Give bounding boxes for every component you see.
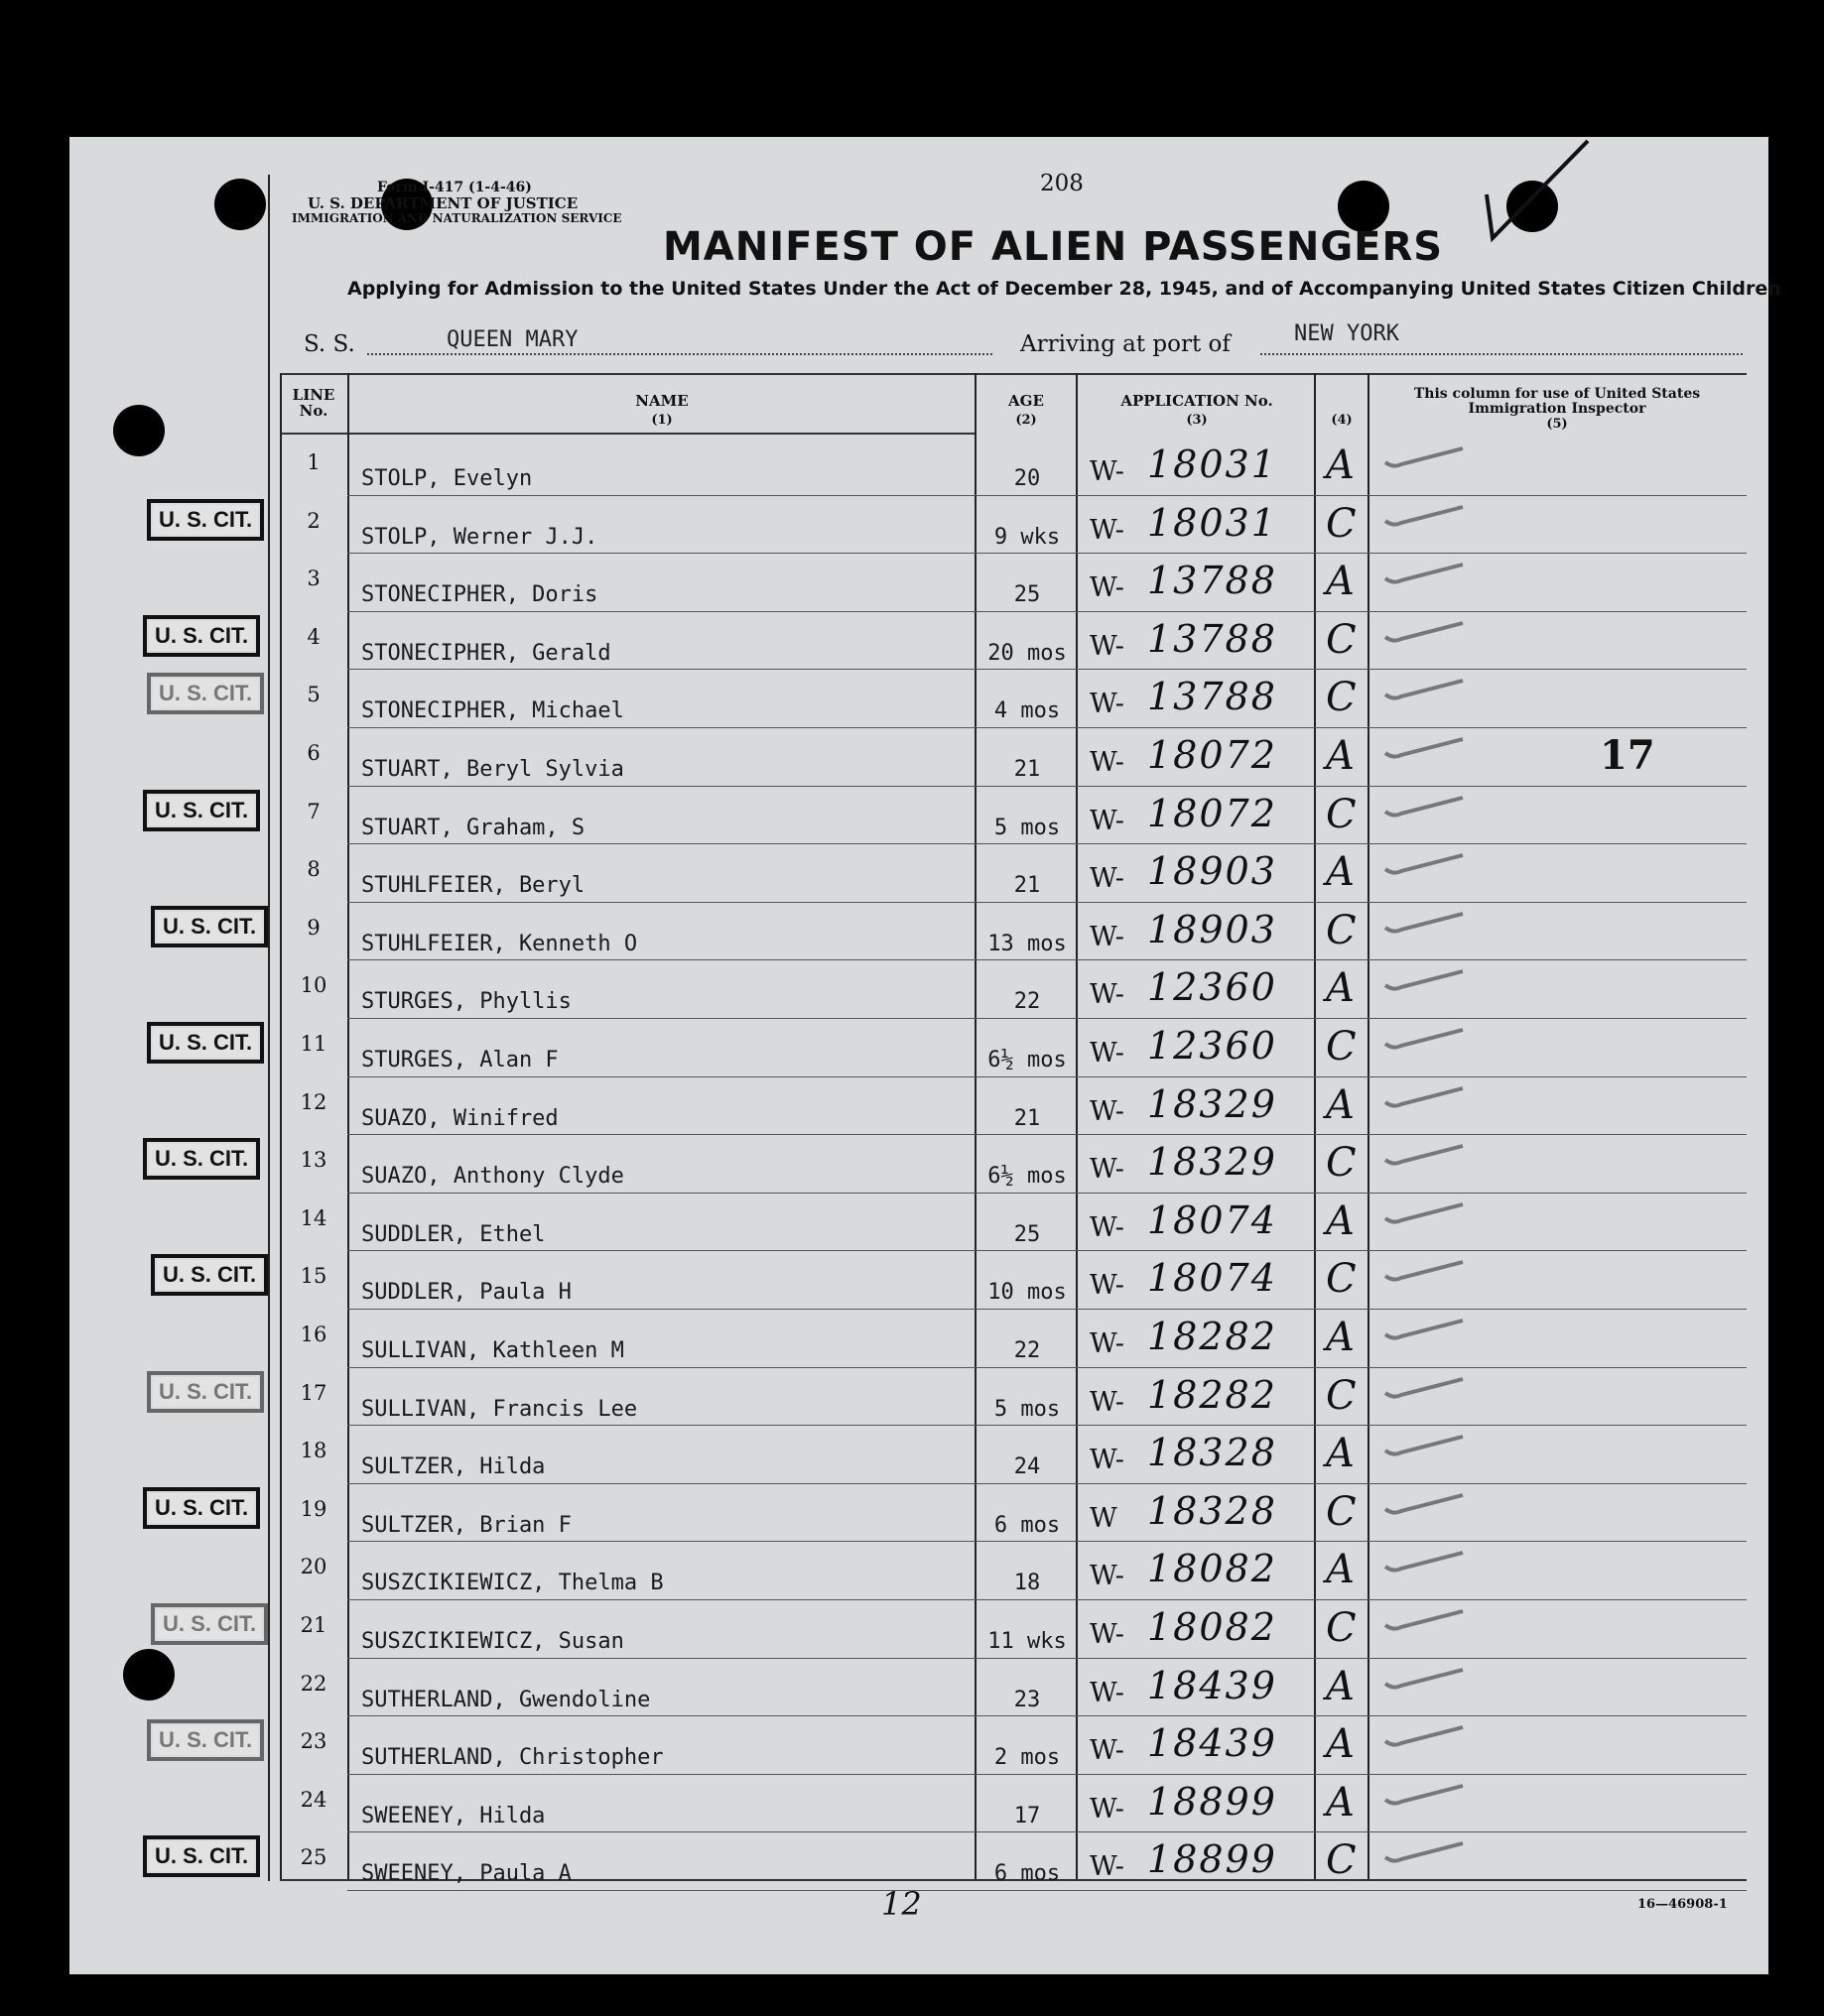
page-title: MANIFEST OF ALIEN PASSENGERS: [663, 224, 1444, 270]
application-prefix: W-: [1090, 863, 1124, 895]
application-prefix: W-: [1090, 1211, 1124, 1243]
application-number: 12360: [1147, 1024, 1277, 1068]
row-rule: [347, 1193, 1747, 1194]
inspector-check-icon: [1381, 1549, 1467, 1575]
passenger-name: SUTHERLAND, Gwendoline: [361, 1687, 651, 1712]
line-number: 18: [300, 1439, 327, 1463]
column-header-inspector: This column for use of United States Immigration Inspector: [1413, 386, 1701, 417]
inspector-check-icon: [1381, 1200, 1467, 1226]
line-number: 25: [300, 1845, 327, 1870]
application-prefix: W-: [1090, 805, 1124, 836]
inspector-check-icon: [1381, 851, 1467, 877]
application-number: 18082: [1147, 1547, 1277, 1591]
application-prefix: W-: [1090, 747, 1124, 778]
passenger-name: STURGES, Alan F: [361, 1048, 559, 1072]
column-divider: [1368, 373, 1369, 1881]
passenger-age: 11 wks: [987, 1629, 1067, 1654]
line-number: 10: [300, 973, 327, 998]
us-citizen-stamp: U. S. CIT.: [143, 1835, 260, 1877]
page-subtitle: Applying for Admission to the United States Under the Act of December 28, 1945, and of Accompanying United States Citizen Children: [347, 278, 1781, 300]
row-rule: [347, 611, 1747, 612]
inspector-check-icon: [1381, 561, 1467, 586]
passenger-age: 2 mos: [993, 1745, 1061, 1771]
classification-mark: C: [1326, 616, 1357, 663]
classification-mark: C: [1326, 1256, 1357, 1303]
line-number: 21: [300, 1613, 327, 1637]
inspector-check-icon: [1381, 1084, 1467, 1110]
application-number: 13788: [1147, 616, 1277, 661]
us-citizen-stamp: U. S. CIT.: [147, 673, 264, 714]
passenger-age: 6 mos: [993, 1861, 1061, 1887]
line-number: 24: [300, 1787, 327, 1812]
application-number: 18903: [1147, 907, 1277, 951]
line-number: 17: [300, 1380, 327, 1405]
classification-mark: A: [1326, 559, 1355, 605]
inspector-check-icon: [1381, 503, 1467, 529]
punch-hole: [214, 179, 266, 230]
passenger-name: SUAZO, Anthony Clyde: [361, 1164, 624, 1190]
line-number: 6: [307, 741, 321, 765]
classification-mark: C: [1326, 675, 1357, 721]
row-rule: [347, 1890, 1747, 1891]
passenger-name: SULLIVAN, Kathleen M: [361, 1338, 624, 1363]
us-citizen-stamp: U. S. CIT.: [151, 906, 268, 947]
us-citizen-stamp: U. S. CIT.: [143, 1487, 260, 1529]
passenger-name: STUART, Graham, S: [361, 815, 586, 840]
row-rule: [347, 1774, 1747, 1775]
passenger-name: SWEENEY, Hilda: [361, 1803, 546, 1828]
passenger-age: 22: [1013, 1338, 1041, 1363]
passenger-age: 21: [1013, 757, 1041, 782]
row-rule: [347, 1309, 1747, 1310]
column-divider: [347, 373, 349, 1881]
inspector-check-icon: [1381, 1839, 1467, 1865]
classification-mark: A: [1326, 1663, 1355, 1709]
passenger-name: STUART, Beryl Sylvia: [361, 757, 624, 782]
line-number: 12: [300, 1089, 327, 1114]
column-header-line: LINE No.: [292, 386, 335, 420]
application-prefix: W-: [1090, 1386, 1124, 1418]
punch-hole: [113, 405, 165, 456]
punch-hole: [123, 1649, 175, 1701]
application-prefix: W-: [1090, 456, 1124, 487]
column-number: (1): [651, 413, 673, 428]
passenger-age: 5 mos: [993, 1396, 1061, 1422]
application-number: 13788: [1147, 559, 1277, 603]
inspector-check-icon: [1381, 1723, 1467, 1749]
application-number: 18074: [1147, 1197, 1277, 1242]
line-number: 3: [307, 567, 321, 591]
line-number: 14: [300, 1205, 327, 1230]
us-citizen-stamp: U. S. CIT.: [151, 1603, 268, 1645]
application-prefix: W-: [1090, 1561, 1124, 1592]
tally-count: 17: [1600, 732, 1655, 779]
application-number: 18031: [1147, 442, 1277, 486]
passenger-age: 18: [1013, 1571, 1041, 1596]
row-rule: [347, 1076, 1747, 1077]
form-code: 16—46908-1: [1637, 1897, 1728, 1912]
passenger-age: 22: [1013, 989, 1041, 1015]
classification-mark: A: [1326, 1779, 1355, 1826]
inspector-check-icon: [1381, 1317, 1467, 1342]
application-prefix: W-: [1090, 689, 1124, 720]
column-number: (2): [1015, 413, 1037, 428]
us-citizen-stamp: U. S. CIT.: [147, 1371, 264, 1413]
row-rule: [347, 1541, 1747, 1542]
passenger-name: STOLP, Evelyn: [361, 466, 533, 491]
application-prefix: W-: [1090, 630, 1124, 662]
passenger-age: 20 mos: [987, 640, 1067, 666]
form-number: Form I-417 (1-4-46): [377, 180, 532, 195]
passenger-name: SULTZER, Hilda: [361, 1454, 546, 1480]
passenger-age: 9 wks: [993, 524, 1061, 550]
line-number: 22: [300, 1671, 327, 1696]
application-prefix: W-: [1090, 1038, 1124, 1069]
classification-mark: A: [1326, 1431, 1355, 1477]
column-header-application: APPLICATION No.: [1120, 392, 1273, 410]
inspector-check-icon: [1381, 1666, 1467, 1692]
line-number: 13: [300, 1148, 327, 1173]
port-name: NEW YORK: [1294, 321, 1399, 346]
inspector-check-icon: [1381, 619, 1467, 645]
classification-mark: C: [1326, 1488, 1357, 1535]
us-citizen-stamp: U. S. CIT.: [143, 615, 260, 657]
passenger-age: 25: [1013, 582, 1041, 608]
application-number: 18329: [1147, 1081, 1277, 1126]
ship-label: S. S.: [304, 331, 355, 357]
page-number: 208: [1040, 171, 1084, 196]
passenger-age: 5 mos: [993, 815, 1061, 840]
handwritten-note: 12: [881, 1885, 922, 1923]
application-prefix: W-: [1090, 1445, 1124, 1476]
application-prefix: W-: [1090, 1735, 1124, 1767]
passenger-age: 17: [1013, 1803, 1041, 1828]
application-prefix: W-: [1090, 1270, 1124, 1302]
passenger-name: SULLIVAN, Francis Lee: [361, 1396, 638, 1422]
application-number: 18899: [1147, 1779, 1277, 1824]
inspector-check-icon: [1381, 910, 1467, 936]
passenger-name: STONECIPHER, Gerald: [361, 640, 611, 666]
passenger-name: STONECIPHER, Michael: [361, 698, 624, 724]
column-header-name: NAME: [635, 392, 689, 410]
line-number: 23: [300, 1729, 327, 1754]
classification-mark: A: [1326, 442, 1355, 488]
line-number: 19: [300, 1496, 327, 1521]
classification-mark: C: [1326, 1140, 1357, 1187]
row-rule: [347, 1831, 1747, 1832]
classification-mark: C: [1326, 1605, 1357, 1651]
classification-mark: C: [1326, 1024, 1357, 1070]
application-number: 18031: [1147, 500, 1277, 545]
application-prefix: W-: [1090, 1154, 1124, 1186]
column-divider: [280, 373, 282, 1881]
us-citizen-stamp: U. S. CIT.: [147, 1719, 264, 1761]
passenger-name: SUDDLER, Ethel: [361, 1221, 546, 1247]
row-rule: [347, 1250, 1747, 1251]
inspector-check-icon: [1381, 794, 1467, 819]
row-rule: [347, 843, 1747, 844]
line-number: 8: [307, 857, 321, 882]
row-rule: [347, 902, 1747, 903]
application-number: 18082: [1147, 1605, 1277, 1649]
passenger-age: 25: [1013, 1221, 1041, 1247]
application-number: 12360: [1147, 965, 1277, 1010]
application-number: 18903: [1147, 849, 1277, 894]
passenger-name: SUAZO, Winifred: [361, 1105, 559, 1131]
inspector-check-icon: [1381, 1375, 1467, 1401]
line-number: 20: [300, 1555, 327, 1579]
passenger-name: STUHLFEIER, Beryl: [361, 873, 586, 899]
application-prefix: W-: [1090, 1095, 1124, 1127]
passenger-age: 6½ mos: [987, 1048, 1067, 1072]
application-number: 18074: [1147, 1256, 1277, 1301]
application-prefix: W-: [1090, 1851, 1124, 1883]
application-number: 18282: [1147, 1315, 1277, 1358]
us-citizen-stamp: U. S. CIT.: [147, 1022, 264, 1064]
application-number: 18072: [1147, 733, 1277, 777]
us-citizen-stamp: U. S. CIT.: [147, 499, 264, 541]
line-number: 1: [307, 450, 321, 474]
passenger-name: SWEENEY, Paula A: [361, 1861, 572, 1887]
us-citizen-stamp: U. S. CIT.: [151, 1254, 268, 1296]
department-name: U. S. DEPARTMENT OF JUSTICE: [308, 194, 579, 212]
passenger-age: 6 mos: [993, 1512, 1061, 1538]
application-prefix: W-: [1090, 921, 1124, 952]
us-citizen-stamp: U. S. CIT.: [143, 1138, 260, 1180]
checkmark-icon: [1479, 135, 1598, 244]
row-rule: [347, 1715, 1747, 1716]
row-rule: [347, 495, 1747, 496]
inspector-check-icon: [1381, 1258, 1467, 1284]
row-rule: [347, 1425, 1747, 1426]
passenger-name: STONECIPHER, Doris: [361, 582, 598, 608]
application-prefix: W-: [1090, 572, 1124, 604]
inspector-check-icon: [1381, 1026, 1467, 1052]
inspector-check-icon: [1381, 444, 1467, 470]
application-prefix: W: [1090, 1502, 1117, 1534]
passenger-age: 4 mos: [993, 698, 1061, 724]
application-prefix: W-: [1090, 1328, 1124, 1359]
inspector-check-icon: [1381, 967, 1467, 993]
passenger-age: 6½ mos: [987, 1164, 1067, 1190]
row-rule: [347, 1658, 1747, 1659]
row-rule: [347, 1018, 1747, 1019]
line-number: 9: [307, 915, 321, 940]
row-rule: [347, 786, 1747, 787]
passenger-name: STURGES, Phyllis: [361, 989, 572, 1015]
application-number: 18899: [1147, 1837, 1277, 1882]
row-rule: [347, 669, 1747, 670]
left-margin-rule: [268, 175, 270, 1881]
application-prefix: W-: [1090, 1619, 1124, 1650]
classification-mark: A: [1326, 1721, 1355, 1768]
inspector-check-icon: [1381, 1607, 1467, 1633]
passenger-age: 13 mos: [987, 931, 1067, 956]
classification-mark: A: [1326, 965, 1355, 1012]
port-label: Arriving at port of: [1020, 331, 1231, 357]
passenger-age: 20: [1013, 466, 1041, 491]
application-number: 13788: [1147, 675, 1277, 719]
passenger-name: SUTHERLAND, Christopher: [361, 1745, 664, 1771]
header-underline: [280, 433, 975, 435]
port-line: [1260, 353, 1743, 355]
row-rule: [347, 727, 1747, 728]
application-number: 18329: [1147, 1140, 1277, 1185]
passenger-name: SULTZER, Brian F: [361, 1512, 572, 1538]
application-number: 18282: [1147, 1372, 1277, 1417]
application-prefix: W-: [1090, 514, 1124, 546]
service-name: IMMIGRATION AND NATURALIZATION SERVICE: [292, 211, 622, 225]
column-divider: [1314, 373, 1316, 1881]
line-number: 15: [300, 1264, 327, 1289]
row-rule: [347, 1367, 1747, 1368]
ship-line: [367, 353, 992, 355]
classification-mark: A: [1326, 1197, 1355, 1244]
us-citizen-stamp: U. S. CIT.: [143, 790, 260, 831]
passenger-name: SUSZCIKIEWICZ, Susan: [361, 1629, 624, 1654]
ship-name: QUEEN MARY: [447, 327, 579, 352]
classification-mark: A: [1326, 1315, 1355, 1360]
line-number: 4: [307, 624, 321, 649]
application-number: 18072: [1147, 791, 1277, 835]
application-prefix: W-: [1090, 1793, 1124, 1825]
classification-mark: C: [1326, 1372, 1357, 1419]
passenger-age: 24: [1013, 1454, 1041, 1480]
row-rule: [347, 959, 1747, 960]
inspector-check-icon: [1381, 1782, 1467, 1808]
classification-mark: A: [1326, 849, 1355, 896]
column-number: (5): [1546, 417, 1568, 432]
classification-mark: C: [1326, 907, 1357, 953]
application-number: 18328: [1147, 1488, 1277, 1533]
column-number: (3): [1186, 413, 1208, 428]
passenger-age: 10 mos: [987, 1280, 1067, 1306]
classification-mark: C: [1326, 500, 1357, 547]
passenger-name: STOLP, Werner J.J.: [361, 524, 598, 550]
inspector-check-icon: [1381, 735, 1467, 761]
line-number: 7: [307, 799, 321, 823]
application-number: 18439: [1147, 1663, 1277, 1707]
classification-mark: C: [1326, 1837, 1357, 1884]
application-number: 18328: [1147, 1431, 1277, 1475]
classification-mark: A: [1326, 1081, 1355, 1128]
passenger-age: 21: [1013, 1105, 1041, 1131]
classification-mark: C: [1326, 791, 1357, 837]
application-number: 18439: [1147, 1721, 1277, 1766]
classification-mark: A: [1326, 733, 1355, 779]
inspector-check-icon: [1381, 1491, 1467, 1517]
inspector-check-icon: [1381, 677, 1467, 702]
row-rule: [347, 553, 1747, 554]
row-rule: [347, 1134, 1747, 1135]
classification-mark: A: [1326, 1547, 1355, 1593]
passenger-age: 23: [1013, 1687, 1041, 1712]
line-number: 16: [300, 1323, 327, 1346]
passenger-name: SUSZCIKIEWICZ, Thelma B: [361, 1571, 664, 1596]
application-prefix: W-: [1090, 979, 1124, 1011]
passenger-name: STUHLFEIER, Kenneth O: [361, 931, 638, 956]
column-number: (4): [1331, 413, 1353, 428]
table-top-border: [280, 373, 1747, 375]
passenger-name: SUDDLER, Paula H: [361, 1280, 572, 1306]
row-rule: [347, 1599, 1747, 1600]
line-number: 2: [307, 508, 321, 533]
row-rule: [347, 1483, 1747, 1484]
application-prefix: W-: [1090, 1677, 1124, 1708]
line-number: 11: [300, 1032, 327, 1056]
passenger-age: 21: [1013, 873, 1041, 899]
line-number: 5: [307, 683, 321, 707]
inspector-check-icon: [1381, 1433, 1467, 1458]
column-header-age: AGE: [1008, 392, 1044, 410]
inspector-check-icon: [1381, 1142, 1467, 1168]
